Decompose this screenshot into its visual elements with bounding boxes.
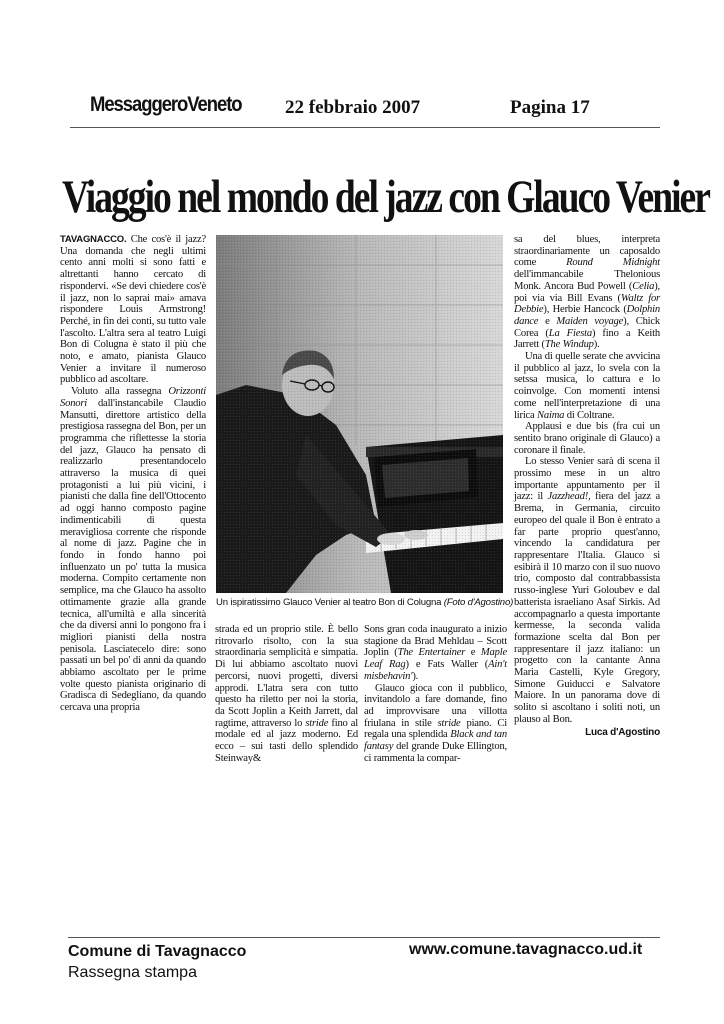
paragraph-text: Applausi e due bis (fra cui un sentito brano originale di Glauco) a coronare il finale. <box>514 421 660 456</box>
paragraph-text: sa del blues, interpreta straordinariamente un caposaldo come <box>514 234 660 269</box>
author-signature: Luca d'Agostino <box>585 726 660 738</box>
italic-title: Black and tan fantasy <box>364 729 507 753</box>
pianist-photo-illustration <box>216 235 503 593</box>
footer-source <box>68 941 246 983</box>
footer-subtitle: Rassegna stampa <box>68 964 197 981</box>
paragraph <box>514 421 660 456</box>
article-column-2 <box>215 624 358 764</box>
italic-term: stride <box>437 717 461 729</box>
photo-credit: (Foto d'Agostino) <box>443 597 514 608</box>
paragraph-text: fino al modale ed al jazz moderno. Ed ecco – sui tasti dello splendido Steinway& <box>215 717 358 764</box>
paragraph-text: e <box>465 647 481 659</box>
newspaper-logo: MessaggeroVeneto <box>90 93 242 116</box>
italic-title: Jazzhead! <box>547 491 589 503</box>
paragraph-text: strada ed un proprio stile. È bello ritrovarlo risolto, con la sua straordinaria semplicità e simpatia. Di lui abbiamo ascoltato nuovi percorsi, nuovi progetti, diversi approdi. L'latra sera con tutto questo ha riletto per noi la storia, da Scott Joplin a Keith Jarrett, dal ragtime, attraverso lo <box>215 624 358 729</box>
article-column-1 <box>60 234 206 714</box>
caption-text: Un ispiratissimo Glauco Venier al teatro Bon di Colugna <box>216 597 442 608</box>
paragraph <box>60 234 206 386</box>
paragraph-text: dall'instancabile Claudio Mansutti, direttore artistico della prestigiosa rassegna del Bon, per un programma che riflettesse la storia del jazz, Glauco ha pensato di realizzarlo presentandocelo attraverso la musica di quei protagonisti a lui più vicini, i pianisti che dalla fine dell'Ottocento ad oggi hanno composto pagine indimenticabili di questa meravigliosa corrente che risponde al nome di jazz. Pagine che in fondo in fondo hanno poi influenzato un po' tutta la musica moderna. Compito certamente non semplice, ma che Glauco ha assolto ottimamente grazie alla grande tecnica, all'umiltà e alla sincerità che da diversi anni lo pongono fra i migliori pianisti della nostra penisola. Lasciatecelo dire: sono passati un bel po' di anni da quando abbiamo ascoltato per le prime volte questo pianista originario di Gradisca di Sedegliano, da quando cercava una propria <box>60 397 206 714</box>
italic-term: stride <box>305 717 329 729</box>
photo-caption <box>216 597 514 608</box>
paragraph-text: di Coltrane. <box>564 409 615 421</box>
paragraph <box>514 351 660 421</box>
paragraph-text: Una di quelle serate che avvicina il pubblico al jazz, lo svela con la setssa musica, lo cattura e lo coinvolge. Con momenti intensi come nell'interpretazione di una lirica <box>514 351 660 421</box>
italic-title: La Fiesta <box>548 327 592 339</box>
concert-photo <box>216 235 503 593</box>
paragraph-text: ), poi via via Bill Evans ( <box>514 280 660 304</box>
article-column-3 <box>364 624 507 764</box>
italic-title: Waltz for Debbie <box>514 292 660 316</box>
paragraph-text: Lo stesso Venier sarà di scena il prossimo mese in un altro importante appuntamento per il jazz: il <box>514 456 660 503</box>
paragraph-text: Sons gran coda inaugurato a inizio stagione da Brad Mehldau – Scott Joplin ( <box>364 624 507 659</box>
paragraph-text: Che cos'è il jazz? Una domanda che negli ultimi cento anni molti si sono fatti e altrettanti hanno cercato di rispondervi. «Se devi chiedere cos'è il jazz, non lo saprai mai» amava rispondere Louis Armstrong! Perché, in fin dei conti, su tutto vale l'ascolto. L'altra sera al teatro Luigi Bon di Colugna è stato il più che noto, e amato, pianista Glauco Venier a invitare il numeroso pubblico ad ascoltare. <box>60 234 207 386</box>
publication-date: 22 febbraio 2007 <box>285 97 421 118</box>
footer-organization: Comune di Tavagnacco <box>68 943 247 960</box>
paragraph-text: ), Chick Corea ( <box>514 315 661 339</box>
italic-title: The Windup <box>544 339 594 351</box>
italic-title: Dolphin dance <box>514 304 660 327</box>
paragraph <box>60 386 206 714</box>
paragraph-text: Voluto alla rassegna <box>71 386 169 398</box>
paragraph-text: Glauco gioca con il pubblico, invitandolo a fare domande, fino ad improvvisare una villotta friulana in stile <box>364 682 507 729</box>
italic-title: Round Midnight <box>566 257 660 269</box>
paragraph-text: ) e Fats Waller ( <box>405 659 489 671</box>
italic-title: The Entertainer <box>397 647 466 659</box>
paragraph <box>364 683 507 765</box>
paragraph-text: piano. Ci regala una splendida <box>364 717 507 741</box>
italic-title: Maiden voyage <box>556 315 624 327</box>
footer-divider <box>68 937 660 938</box>
paragraph <box>514 456 660 725</box>
paragraph <box>215 624 358 764</box>
article-headline: Viaggio nel mondo del jazz con Glauco Venier <box>62 171 709 223</box>
italic-title: Ain't misbehavin' <box>364 659 507 682</box>
masthead-divider <box>70 127 660 128</box>
paragraph-text: , fiera del jazz a Brema, in Germania, circuito europeo del quale il Bon è entrato a far parte proprio quest'anno, vincendo la candidatura per rappresentare l'Italia. Glauco si esibirà il 10 marzo con il suo nuovo trio, composto dal contrabbassista russo-inglese Yuri Goloubev e dal batterista israeliano Asaf Sirkis. Ad accompagnarlo a questa importante kermesse, la seconda valida formazione scelta dal Bon per rappresentare il jazz italiano: un progetto con la cantante Anna Maria Castelli, Kyle Gregory, Simone Guiducci e Salvatore Maiore. In un panorama dove di solito si ascoltano i soliti noti, un plauso al Bon. <box>514 491 660 725</box>
article-column-4 <box>514 234 660 738</box>
paragraph-text: e <box>538 315 557 327</box>
italic-title: Orizzonti Sonori <box>60 386 206 409</box>
paragraph <box>514 234 660 351</box>
paragraph-text: ) fino a Keith Jarrett ( <box>514 327 660 351</box>
italic-title: Naima <box>537 409 565 421</box>
dateline: TAVAGNACCO. <box>60 234 127 245</box>
page-number: Pagina 17 <box>510 97 590 118</box>
paragraph-text: dell'immancabile Thelonious Monk. Ancora Bud Powell ( <box>514 269 660 292</box>
paragraph-text: del grande Duke Ellington, ci rammenta la compar- <box>364 741 507 764</box>
paragraph-text: ), Herbie Hancock ( <box>543 304 627 316</box>
italic-title: Maple Leaf Rag <box>364 647 507 671</box>
paragraph <box>364 624 507 683</box>
italic-title: Celia <box>632 280 655 292</box>
paragraph-text: ). <box>593 339 600 351</box>
footer-url[interactable]: www.comune.tavagnacco.ud.it <box>409 941 643 958</box>
paragraph-text: ). <box>412 670 419 682</box>
